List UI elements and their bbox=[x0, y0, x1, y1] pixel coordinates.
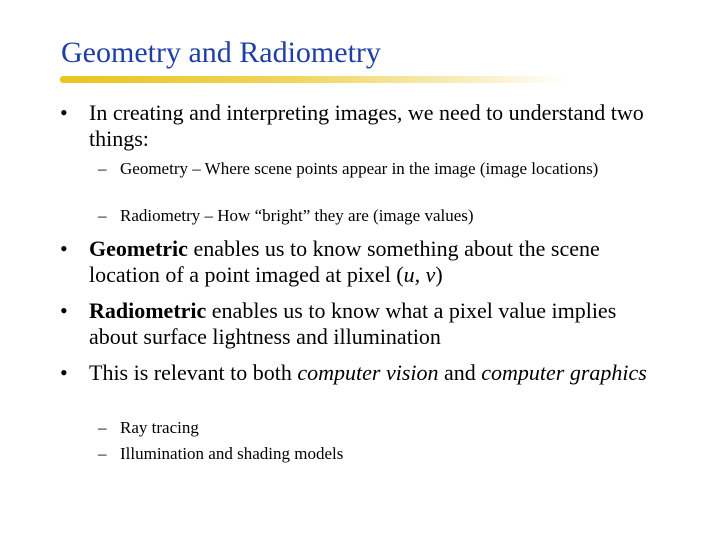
sub-bullet-item bbox=[98, 417, 618, 438]
bullet-text bbox=[89, 298, 660, 350]
slide-title: Geometry and Radiometry bbox=[61, 36, 381, 69]
bullet-text bbox=[89, 360, 660, 386]
italic-term: computer graphics bbox=[481, 360, 647, 385]
dash-icon: – bbox=[98, 444, 107, 463]
bullet-text: In creating and interpreting images, we need to understand two things: bbox=[89, 100, 644, 151]
sub-bullet-text: Ray tracing bbox=[120, 418, 199, 437]
title-underline bbox=[60, 76, 570, 83]
sub-bullet-text: Illumination and shading models bbox=[120, 444, 344, 463]
bold-term: Radiometric bbox=[89, 298, 207, 323]
dash-icon: – bbox=[98, 159, 107, 178]
dash-icon: – bbox=[98, 206, 107, 225]
bullet-item bbox=[60, 100, 660, 152]
bullet-text bbox=[89, 236, 660, 288]
bullet-text-part: This is relevant to both bbox=[89, 360, 298, 385]
bullet-item bbox=[60, 360, 660, 386]
bullet-dot-icon: • bbox=[60, 100, 68, 125]
bullet-dot-icon: • bbox=[60, 298, 68, 323]
sub-bullet-item bbox=[98, 443, 618, 464]
bullet-item bbox=[60, 298, 660, 350]
sub-bullet-text: Geometry – Where scene points appear in the image (image locations) bbox=[120, 159, 599, 178]
bold-term: Geometric bbox=[89, 236, 188, 261]
bullet-text-part: enables us to know something about the scene location of a point imaged at pixel ( bbox=[89, 236, 600, 287]
dash-icon: – bbox=[98, 418, 107, 437]
italic-term: u, v bbox=[403, 262, 436, 287]
bullet-dot-icon: • bbox=[60, 236, 68, 261]
bullet-text-end: ) bbox=[435, 262, 443, 287]
bullet-text-part: enables us to know what a pixel value implies about surface lightness and illumination bbox=[89, 298, 617, 349]
italic-term: computer vision bbox=[297, 360, 439, 385]
sub-bullet-item bbox=[98, 205, 618, 226]
bullet-dot-icon: • bbox=[60, 360, 68, 385]
bullet-text-part: and bbox=[438, 360, 482, 385]
sub-bullet-item bbox=[98, 158, 618, 179]
sub-bullet-text: Radiometry – How “bright” they are (image values) bbox=[120, 206, 474, 225]
bullet-item bbox=[60, 236, 660, 288]
